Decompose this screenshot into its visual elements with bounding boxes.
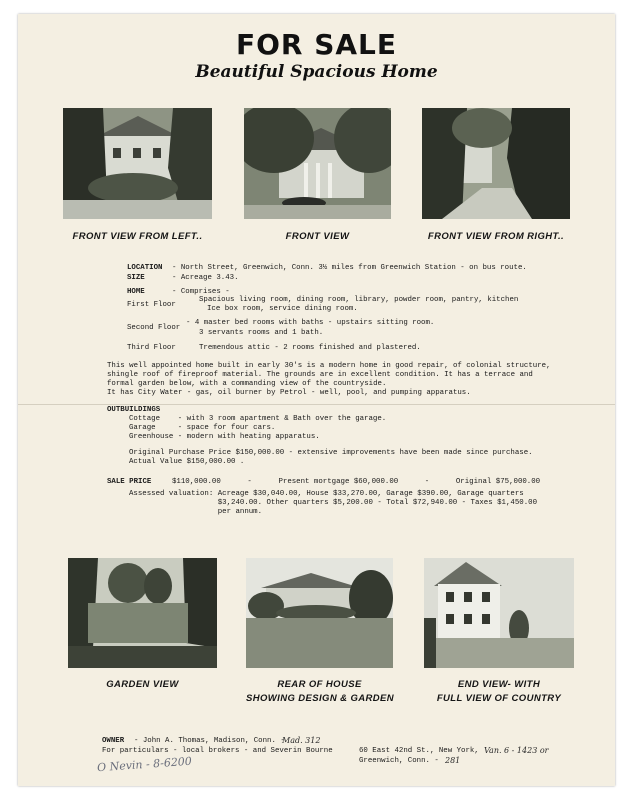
- size-label: SIZE: [127, 274, 145, 282]
- owner-phone: Mad. 312: [282, 736, 321, 745]
- owner-value: - John A. Thomas, Madison, Conn. -: [134, 737, 285, 745]
- owner-label: OWNER: [102, 737, 125, 745]
- description-line-3: formal garden below, with a commanding view of the countryside.: [107, 380, 387, 388]
- phone-line-2: 281: [445, 756, 461, 765]
- description-line-2: shingle roof of fireproof material. The grounds are in excellent condition. It has a terrace and: [107, 371, 533, 379]
- address-line-2: Greenwich, Conn. -: [359, 757, 439, 765]
- third-floor-label: Third Floor: [127, 344, 176, 352]
- assessed-line-2: $3,240.00. Other quarters $5,200.00 - Total $72,940.00 - Taxes $1,450.00: [129, 499, 538, 507]
- outbuilding-greenhouse: Greenhouse - modern with heating apparatus.: [129, 433, 320, 441]
- photo-front-view: [244, 108, 391, 219]
- outbuilding-cottage: Cottage - with 3 room apartment & Bath over the garage.: [129, 415, 387, 423]
- fold-crease: [18, 404, 615, 405]
- purchase-line-1: Original Purchase Price $150,000.00 - extensive improvements have been made since purchase.: [129, 449, 533, 457]
- caption-garden-view: GARDEN VIEW: [106, 679, 179, 690]
- first-floor-line-2: Ice box room, service dining room.: [207, 305, 358, 313]
- address-line-1: 60 East 42nd St., New York,: [359, 747, 479, 755]
- flyer-subtitle: Beautiful Spacious Home: [195, 62, 438, 82]
- purchase-line-2: Actual Value $150,000.00 .: [129, 458, 245, 466]
- phone-line-1: Van. 6 - 1423 or: [484, 746, 549, 755]
- home-value: - Comprises -: [172, 288, 230, 296]
- flyer-title: FOR SALE: [235, 28, 398, 61]
- location-label: LOCATION: [127, 264, 163, 272]
- description-line-4: It has City Water - gas, oil burner by Petrol - well, pool, and pumping apparatus.: [107, 389, 471, 397]
- photo-garden-view: [68, 558, 217, 668]
- location-value: - North Street, Greenwich, Conn. 3½ miles from Greenwich Station - on bus route.: [172, 264, 527, 272]
- description-line-1: This well appointed home built in early 30's is a modern home in good repair, of colonial structure,: [107, 362, 551, 370]
- second-floor-line-2: 3 servants rooms and 1 bath.: [199, 329, 324, 337]
- particulars-line: For particulars - local brokers - and Severin Bourne: [102, 747, 333, 755]
- caption-rear-of-house-2: SHOWING DESIGN & GARDEN: [246, 693, 395, 704]
- caption-rear-of-house-1: REAR OF HOUSE: [277, 679, 362, 690]
- caption-front-view-left: FRONT VIEW FROM LEFT..: [72, 231, 203, 242]
- photo-front-view-right: [422, 108, 570, 219]
- assessed-line-1: Assessed valuation: Acreage $30,040.00, House $33,270.00, Garage $390.00, Garage quarters: [129, 490, 524, 498]
- caption-front-view-right: FRONT VIEW FROM RIGHT..: [427, 231, 565, 242]
- second-floor-label: Second Floor: [127, 324, 181, 332]
- photo-rear-of-house: [246, 558, 393, 668]
- handwritten-note: O Nevin - 8-6200: [96, 754, 193, 775]
- assessed-line-3: per annum.: [129, 508, 263, 516]
- outbuildings-label: OUTBUILDINGS: [107, 406, 161, 414]
- second-floor-line-1: - 4 master bed rooms with baths - upstairs sitting room.: [186, 319, 435, 327]
- outbuilding-garage: Garage - space for four cars.: [129, 424, 276, 432]
- size-value: - Acreage 3.43.: [172, 274, 239, 282]
- first-floor-line-1: Spacious living room, dining room, library, powder room, pantry, kitchen: [199, 296, 519, 304]
- caption-end-view-1: END VIEW- WITH: [457, 679, 541, 690]
- caption-end-view-2: FULL VIEW OF COUNTRY: [436, 693, 562, 704]
- third-floor-value: Tremendous attic - 2 rooms finished and plastered.: [199, 344, 421, 352]
- photo-end-view: [424, 558, 574, 668]
- sale-price-line: $110,000.00 - Present mortgage $60,000.00 - Original $75,000.00: [172, 478, 541, 486]
- home-label: HOME: [127, 288, 145, 296]
- first-floor-label: First Floor: [127, 301, 176, 309]
- sale-price-label: SALE PRICE: [107, 478, 152, 486]
- caption-front-view: FRONT VIEW: [285, 231, 350, 242]
- photo-front-view-left: [63, 108, 212, 219]
